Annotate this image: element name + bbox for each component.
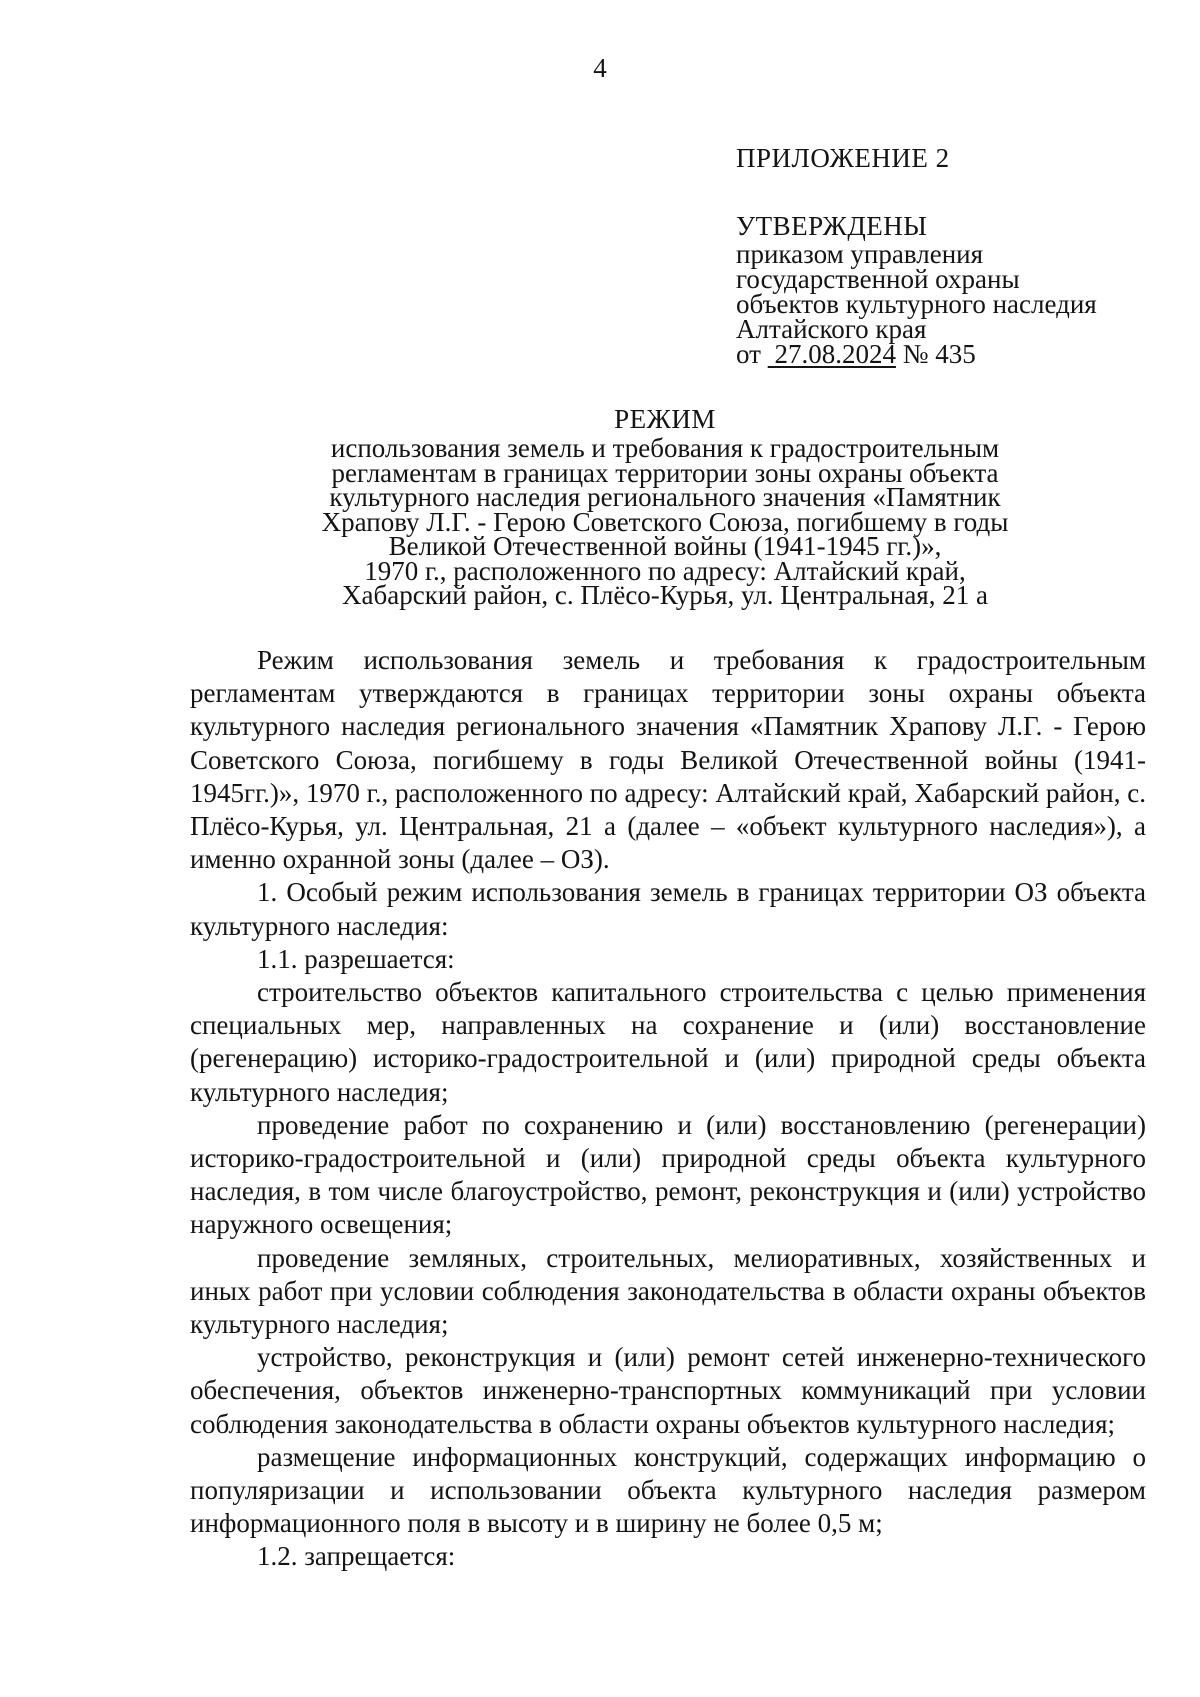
title-line: использования земель и требования к градостроительным — [330, 433, 1000, 463]
section-1-1-heading: 1.1. разрешается: — [257, 943, 455, 974]
title-heading: РЕЖИМ — [614, 404, 716, 434]
approval-line: приказом управления — [736, 239, 984, 269]
allowed-item: проведение работ по сохранению и (или) восстановлению (регенерации) историко-градостроительной и (или) природной среды объекта культурного наследия, в том числе благоустройство, ремонт, реконструкция и (или) устройство наружного освещения; — [190, 1109, 1146, 1240]
allowed-item: размещение информационных конструкций, содержащих информацию о популяризации и использовании объекта культурного наследия размером информационного поля в высоту и в ширину не более 0,5 м; — [190, 1441, 1146, 1539]
title-line: Хабарский район, с. Плёсо-Курья, ул. Центральная, 21 а — [342, 580, 988, 610]
title-line: Храпову Л.Г. - Герою Советского Союза, погибшему в годы — [321, 506, 1009, 537]
page-number: 4 — [593, 53, 607, 83]
order-line — [736, 339, 1097, 369]
approval-line: государственной охраны — [736, 264, 1020, 294]
document-title — [200, 402, 1130, 608]
order-prefix: от — [736, 339, 761, 369]
order-date: 27.08.2024 — [774, 339, 896, 369]
intro-paragraph: Режим использования земель и требования к градостроительным регламентам утверждаются в границах территории зоны охраны объекта культурного наследия регионального значения «Памятник Храпову Л.Г. - Герою Советского Союза, погибшему в годы Великой Отечественной войны (1941-1945гг.)», 1970 г., расположенного по адресу: Алтайский край, Хабарский район, с. Плёсо-Курья, ул. Центральная, 21 а (далее – «объект культурного наследия»), а именно охранной зоны (далее – ОЗ). — [190, 645, 1146, 875]
order-number-sign: № — [902, 339, 929, 369]
approval-line: объектов культурного наследия — [736, 289, 1097, 319]
title-line: 1970 г., расположенного по адресу: Алтайский край, — [364, 555, 966, 586]
allowed-item: устройство, реконструкция и (или) ремонт сетей инженерно-технического обеспечения, объектов инженерно-транспортных коммуникаций при условии соблюдения законодательства в области охраны объектов культурного наследия; — [190, 1342, 1146, 1439]
title-line: Великой Отечественной войны (1941-1945 гг.)», — [388, 531, 942, 561]
approved-heading: УТВЕРЖДЕНЫ — [736, 211, 928, 241]
document-body — [190, 644, 1146, 1574]
title-line: культурного наследия регионального значения «Памятник — [329, 482, 1001, 512]
order-number: 435 — [935, 339, 976, 369]
appendix-label: ПРИЛОЖЕНИЕ 2 — [736, 143, 950, 173]
allowed-item: строительство объектов капитального строительства с целью применения специальных мер, направленных на сохранение и (или) восстановление (регенерацию) историко-градостроительной и (или) природной среды объекта культурного наследия; — [190, 977, 1146, 1107]
allowed-item: проведение земляных, строительных, мелиоративных, хозяйственных и иных работ при условии соблюдения законодательства в области охраны объектов культурного наследия; — [190, 1242, 1146, 1340]
section-1-2-heading: 1.2. запрещается: — [257, 1541, 456, 1572]
title-line: регламентам в границах территории зоны охраны объекта — [331, 457, 999, 488]
approval-line: Алтайского края — [736, 314, 927, 344]
section-1-heading: 1. Особый режим использования земель в границах территории ОЗ объекта культурного наследия: — [190, 877, 1146, 941]
approval-block — [736, 210, 1097, 367]
